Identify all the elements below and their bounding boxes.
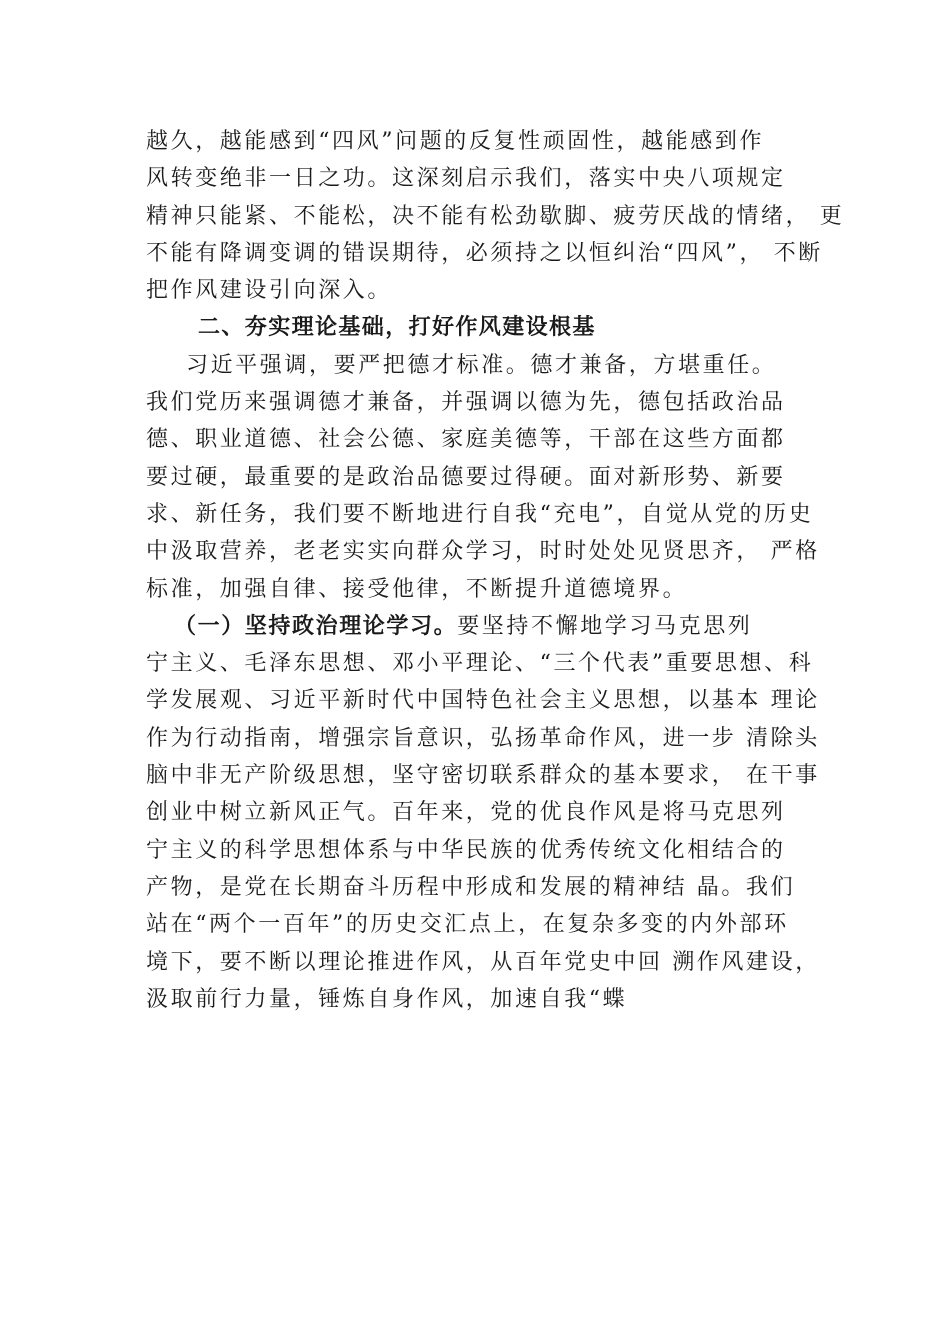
- text-line: 宁主义、毛泽东思想、邓小平理论、“三个代表”重要思想、科: [146, 651, 814, 677]
- text-line: 求、新任务，我们要不断地进行自我“充电”，自觉从党的历史: [146, 501, 814, 527]
- text-run: 要坚持不懈地学习马克思列: [457, 613, 753, 639]
- paragraph-1: [146, 123, 845, 309]
- text-line: 脑中非无产阶级思想，坚守密切联系群众的基本要求， 在干事: [146, 763, 820, 789]
- text-line: 要过硬，最重要的是政治品德要过得硬。面对新形势、新要: [146, 464, 786, 490]
- text-line: 标准，加强自律、接受他律，不断提升道德境界。: [146, 576, 688, 602]
- text-line: 不能有降调变调的错误期待，必须持之以恒纠治“四风”， 不断: [146, 240, 823, 266]
- text-line: 德、职业道德、社会公德、家庭美德等，干部在这些方面都: [146, 427, 786, 453]
- text-line: 把作风建设引向深入。: [146, 278, 393, 304]
- text-line: 创业中树立新风正气。百年来，党的优良作风是将马克思列: [146, 800, 786, 826]
- paragraph-3: [146, 608, 836, 1018]
- subsection-heading: （一）坚持政治理论学习。: [174, 613, 458, 639]
- text-line: 学发展观、习近平新时代中国特色社会主义思想，以基本 理论: [146, 688, 820, 714]
- text-line: 我们党历来强调德才兼备，并强调以德为先，德包括政治品: [146, 390, 786, 416]
- text-line: 作为行动指南，增强宗旨意识，弘扬革命作风，进一步 清除头: [146, 725, 820, 751]
- document-body: [146, 123, 845, 1018]
- text-line: 精神只能紧、不能松，决不能有松劲歇脚、疲劳厌战的情绪， 更: [146, 203, 845, 229]
- paragraph-2: [146, 347, 836, 608]
- text-line: 宁主义的科学思想体系与中华民族的优秀传统文化相结合的: [146, 837, 786, 863]
- text-line: 汲取前行力量，锤炼自身作风，加速自我“蝶: [146, 986, 628, 1012]
- text-line: 中汲取营养，老老实实向群众学习，时时处处见贤思齐， 严格: [146, 539, 820, 565]
- text-line: 风转变绝非一日之功。这深刻启示我们，落实中央八项规定: [146, 166, 786, 192]
- section-heading: 二、夯实理论基础，打好作风建设根基: [198, 315, 596, 341]
- text-line: 站在“两个一百年”的历史交汇点上，在复杂多变的内外部环: [146, 912, 789, 938]
- text-line: 越久，越能感到“四风”问题的反复性顽固性，越能感到作: [146, 129, 765, 154]
- text-line: 境下，要不断以理论推进作风，从百年党史中回 溯作风建设，: [146, 949, 820, 975]
- text-line: 产物，是党在长期奋斗历程中形成和发展的精神结 晶。我们: [146, 874, 796, 900]
- text-line: [146, 608, 836, 645]
- text-line: 习近平强调，要严把德才标准。德才兼备，方堪重任。: [186, 352, 777, 378]
